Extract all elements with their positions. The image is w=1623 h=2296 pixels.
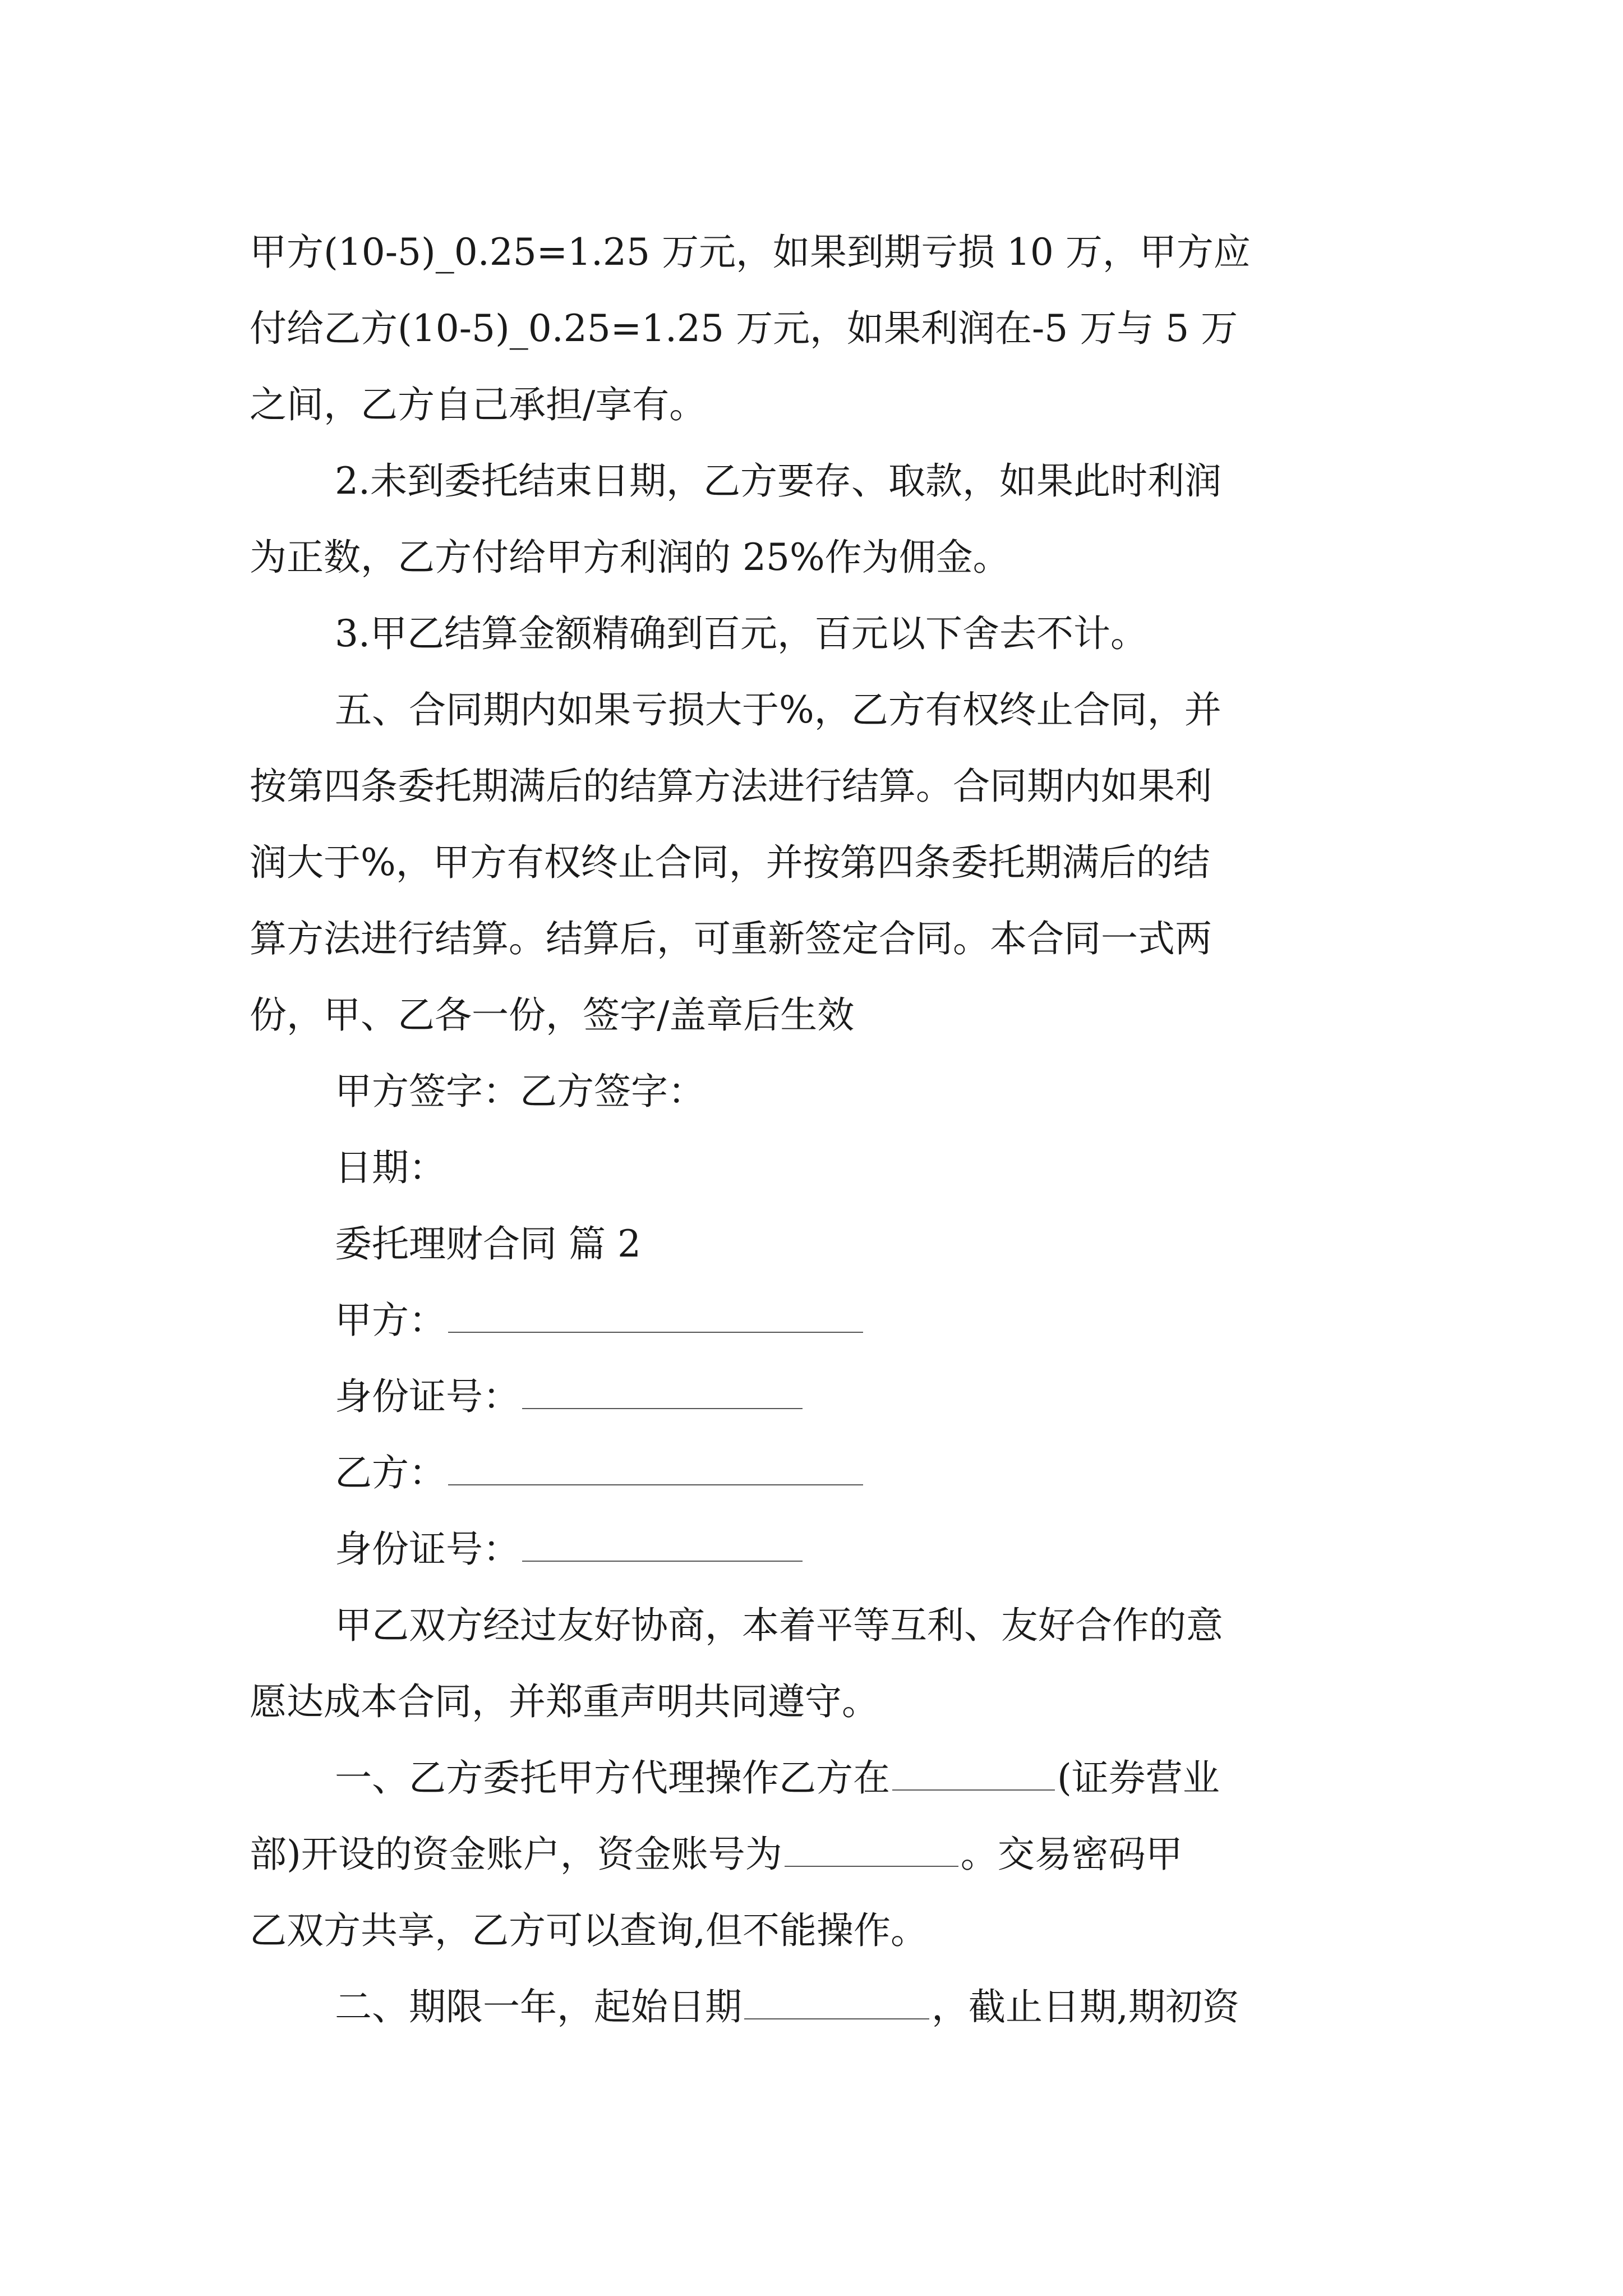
text-segment: 一、乙方委托甲方代理操作乙方在 [335,1756,890,1800]
party-a-blank [448,1301,863,1333]
party-b-row [250,1435,1377,1511]
text-segment: 。交易密码甲 [960,1833,1183,1876]
text-line [250,1969,1377,2045]
securities-office-blank [892,1759,1055,1791]
text-line [250,1740,1377,1816]
party-a-row [250,1282,1377,1359]
id-number-label: 身份证号： [335,1375,520,1418]
account-number-blank [785,1835,958,1867]
document-page [250,214,1377,2045]
text-line: 乙双方共享，乙方可以查询,但不能操作。 [250,1909,928,1952]
text-line: 份，甲、乙各一份，签字/盖章后生效 [250,993,855,1037]
text-segment: 二、期限一年，起始日期 [335,1985,742,2028]
start-date-blank [744,1988,929,2019]
text-line: 算方法进行结算。结算后，可重新签定合同。本合同一式两 [250,917,1212,960]
date-label: 日期： [335,1146,446,1189]
id-number-blank [522,1530,803,1562]
section-title: 委托理财合同 篇 2 [335,1222,641,1266]
id-number-label: 身份证号： [335,1527,520,1571]
text-line: 按第四条委托期满后的结算方法进行结算。合同期内如果利 [250,765,1212,808]
id-number-row-1 [250,1359,1377,1435]
text-line: 付给乙方(10-5)_0.25=1.25 万元，如果利润在-5 万与 5 万 [250,307,1238,350]
text-segment: ，截止日期,期初资 [932,1985,1239,2028]
text-line: 3.甲乙结算金额精确到百元，百元以下舍去不计。 [335,612,1147,655]
text-line: 五、合同期内如果亏损大于%，乙方有权终止合同，并 [335,688,1221,731]
id-number-blank [522,1378,803,1409]
party-a-label: 甲方： [335,1299,446,1342]
signature-line: 甲方签字：乙方签字： [335,1070,705,1113]
text-segment: (证券营业 [1057,1756,1220,1800]
text-segment: 部)开设的资金账户，资金账号为 [250,1833,782,1876]
text-line: 2.未到委托结束日期，乙方要存、取款，如果此时利润 [335,459,1221,503]
id-number-row-2 [250,1511,1377,1588]
text-line: 之间，乙方自己承担/享有。 [250,383,707,426]
party-b-blank [448,1454,863,1485]
text-line: 愿达成本合同，并郑重声明共同遵守。 [250,1680,879,1723]
text-line: 润大于%，甲方有权终止合同，并按第四条委托期满后的结 [250,841,1210,884]
text-line: 甲方(10-5)_0.25=1.25 万元，如果到期亏损 10 万，甲方应 [250,231,1251,274]
text-line: 甲乙双方经过友好协商，本着平等互利、友好合作的意 [335,1604,1223,1647]
party-b-label: 乙方： [335,1451,446,1494]
text-line [250,1816,1377,1893]
text-line: 为正数，乙方付给甲方利润的 25%作为佣金。 [250,536,1010,579]
